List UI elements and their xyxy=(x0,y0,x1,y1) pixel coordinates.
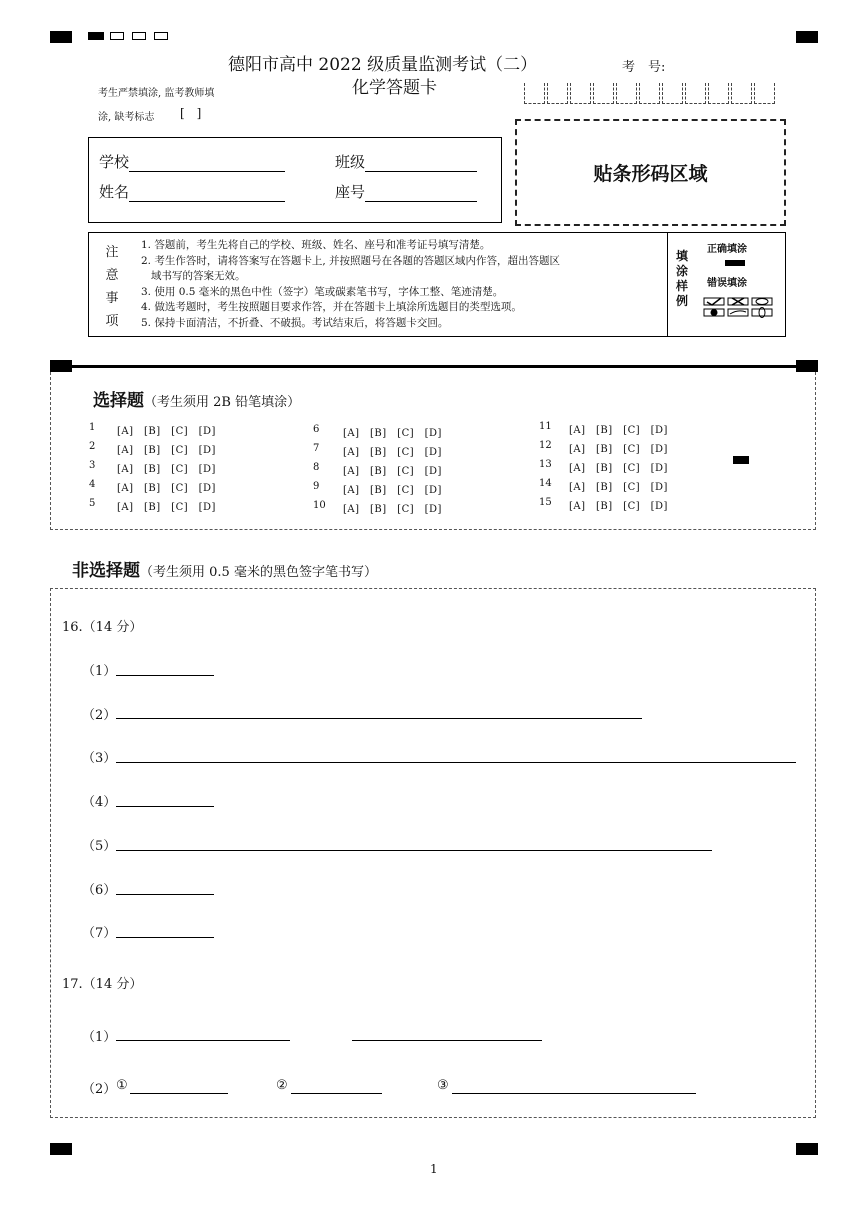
seat-label: 座号 xyxy=(335,183,366,201)
question-number: 7 xyxy=(313,443,320,454)
school-label: 学校 xyxy=(99,153,130,171)
notice-item: 域书写的答案无效。 xyxy=(151,270,246,282)
exam-title: 德阳市高中 2022 级质量监测考试（二） xyxy=(228,55,538,75)
notice-item: 5. 保持卡面清洁，不折叠、不破损。考试结束后，将答题卡交回。 xyxy=(141,316,449,329)
q16-answer-line[interactable] xyxy=(116,894,214,895)
q16-answer-line[interactable] xyxy=(116,762,796,763)
q16-part-label: （3） xyxy=(82,751,117,766)
question-number: 5 xyxy=(89,498,96,509)
separator-mark-left xyxy=(50,360,72,372)
sample-label: 填 涂 样 例 xyxy=(675,249,688,308)
notice-divider xyxy=(667,233,668,336)
wrong-fill-samples xyxy=(703,297,775,319)
answer-options[interactable]: [A] [B] [C] [D] xyxy=(117,445,216,456)
answer-options[interactable]: [A] [B] [C] [D] xyxy=(343,428,442,439)
q17-label: 17.（14 分） xyxy=(62,977,143,992)
barcode-area[interactable] xyxy=(515,119,786,226)
answer-options[interactable]: [A] [B] [C] [D] xyxy=(569,501,668,512)
nonchoice-answer-area xyxy=(50,588,816,1118)
nonchoice-heading: 非选择题 xyxy=(72,561,140,581)
page-id-mark-empty xyxy=(154,32,168,40)
page-id-mark-empty xyxy=(110,32,124,40)
q16-part-label: （6） xyxy=(82,883,117,898)
q16-part-label: （7） xyxy=(82,926,117,941)
q17-circle-label: ③ xyxy=(437,1078,449,1093)
notice-item: 4. 做选考题时，考生按照题目要求作答，并在答题卡上填涂所选题目的类型选项。 xyxy=(141,301,522,313)
notice-item: 3. 使用 0.5 毫米的黑色中性（签字）笔或碳素笔书写，字体工整、笔迹清楚。 xyxy=(141,285,504,298)
question-number: 3 xyxy=(89,460,96,471)
page-id-mark-filled xyxy=(88,32,104,40)
choice-heading: 选择题 xyxy=(93,391,144,411)
q16-answer-line[interactable] xyxy=(116,850,712,851)
notice-box xyxy=(88,232,786,337)
q17-circle-label: ② xyxy=(276,1078,288,1093)
question-number: 13 xyxy=(539,459,552,470)
q17-answer-line[interactable] xyxy=(452,1093,696,1094)
answer-options[interactable]: [A] [B] [C] [D] xyxy=(569,463,668,474)
wrong-fill-label: 错误填涂 xyxy=(707,278,747,289)
absent-note-line2: 涂, 缺考标志 xyxy=(98,112,155,123)
student-info-box xyxy=(88,137,502,223)
question-number: 6 xyxy=(313,424,320,435)
name-field[interactable] xyxy=(129,187,285,202)
absent-note-line1: 考生严禁填涂, 监考教师填 xyxy=(98,88,215,99)
answer-options[interactable]: [A] [B] [C] [D] xyxy=(343,504,442,515)
q17-answer-line[interactable] xyxy=(291,1093,382,1094)
correct-fill-sample xyxy=(725,260,745,266)
correct-fill-label: 正确填涂 xyxy=(707,244,747,255)
notice-item: 2. 考生作答时，请将答案写在答题卡上, 并按照题号在各题的答题区域内作答，超出答题区 xyxy=(141,254,561,267)
name-label: 姓名 xyxy=(99,183,130,201)
answer-options[interactable]: [A] [B] [C] [D] xyxy=(569,444,668,455)
question-number: 4 xyxy=(89,479,96,490)
question-number: 8 xyxy=(313,462,320,473)
answer-options[interactable]: [A] [B] [C] [D] xyxy=(117,426,216,437)
question-number: 14 xyxy=(539,478,552,489)
q17-part-label: （1） xyxy=(82,1030,117,1045)
nonchoice-heading-note: （考生须用 0.5 毫米的黑色签字笔书写） xyxy=(140,565,377,580)
barcode-area-label: 贴条形码区域 xyxy=(593,163,708,185)
q16-part-label: （5） xyxy=(82,839,117,854)
q17-answer-line[interactable] xyxy=(352,1040,542,1041)
answer-options[interactable]: [A] [B] [C] [D] xyxy=(117,464,216,475)
question-number: 11 xyxy=(539,421,552,432)
corner-mark-top-right xyxy=(796,31,818,43)
question-number: 2 xyxy=(89,441,96,452)
separator-mark-right xyxy=(796,360,818,372)
q16-part-label: （1） xyxy=(82,664,117,679)
corner-mark-top-left xyxy=(50,31,72,43)
separator-line xyxy=(72,365,796,368)
school-field[interactable] xyxy=(129,157,285,172)
class-label: 班级 xyxy=(335,153,366,171)
q16-part-label: （2） xyxy=(82,708,117,723)
notice-items xyxy=(141,238,560,331)
choice-section xyxy=(50,372,816,530)
q16-answer-line[interactable] xyxy=(116,937,214,938)
page-id-mark-empty xyxy=(132,32,146,40)
answer-options[interactable]: [A] [B] [C] [D] xyxy=(117,502,216,513)
q16-answer-line[interactable] xyxy=(116,675,214,676)
answer-options[interactable]: [A] [B] [C] [D] xyxy=(569,482,668,493)
notice-item: 1. 答题前，考生先将自己的学校、班级、姓名、座号和准考证号填写清楚。 xyxy=(141,239,491,251)
q17-part-label: （2） xyxy=(82,1082,117,1097)
answer-options[interactable]: [A] [B] [C] [D] xyxy=(343,447,442,458)
q17-circle-label: ① xyxy=(116,1078,128,1093)
exam-subtitle: 化学答题卡 xyxy=(352,78,437,98)
q16-part-label: （4） xyxy=(82,795,117,810)
question-number: 1 xyxy=(89,422,96,433)
absent-mark-box[interactable]: [ ] xyxy=(180,106,202,120)
class-field[interactable] xyxy=(365,157,477,172)
answer-options[interactable]: [A] [B] [C] [D] xyxy=(343,466,442,477)
question-number: 9 xyxy=(313,481,320,492)
seat-field[interactable] xyxy=(365,187,477,202)
page-number: 1 xyxy=(430,1162,438,1176)
q17-answer-line[interactable] xyxy=(130,1093,228,1094)
notice-label: 注 意 事 项 xyxy=(105,245,119,329)
kaohao-label: 考 号: xyxy=(622,60,666,75)
question-number: 10 xyxy=(313,500,326,511)
corner-mark-bottom-left xyxy=(50,1143,72,1155)
q16-answer-line[interactable] xyxy=(116,806,214,807)
answer-options[interactable]: [A] [B] [C] [D] xyxy=(117,483,216,494)
choice-heading-note: （考生须用 2B 铅笔填涂） xyxy=(144,395,301,410)
q16-answer-line[interactable] xyxy=(116,718,642,719)
alignment-mark xyxy=(733,456,749,464)
answer-options[interactable]: [A] [B] [C] [D] xyxy=(343,485,442,496)
answer-options[interactable]: [A] [B] [C] [D] xyxy=(569,425,668,436)
q16-label: 16.（14 分） xyxy=(62,620,143,635)
corner-mark-bottom-right xyxy=(796,1143,818,1155)
question-number: 15 xyxy=(539,497,552,508)
q17-answer-line[interactable] xyxy=(116,1040,290,1041)
question-number: 12 xyxy=(539,440,552,451)
